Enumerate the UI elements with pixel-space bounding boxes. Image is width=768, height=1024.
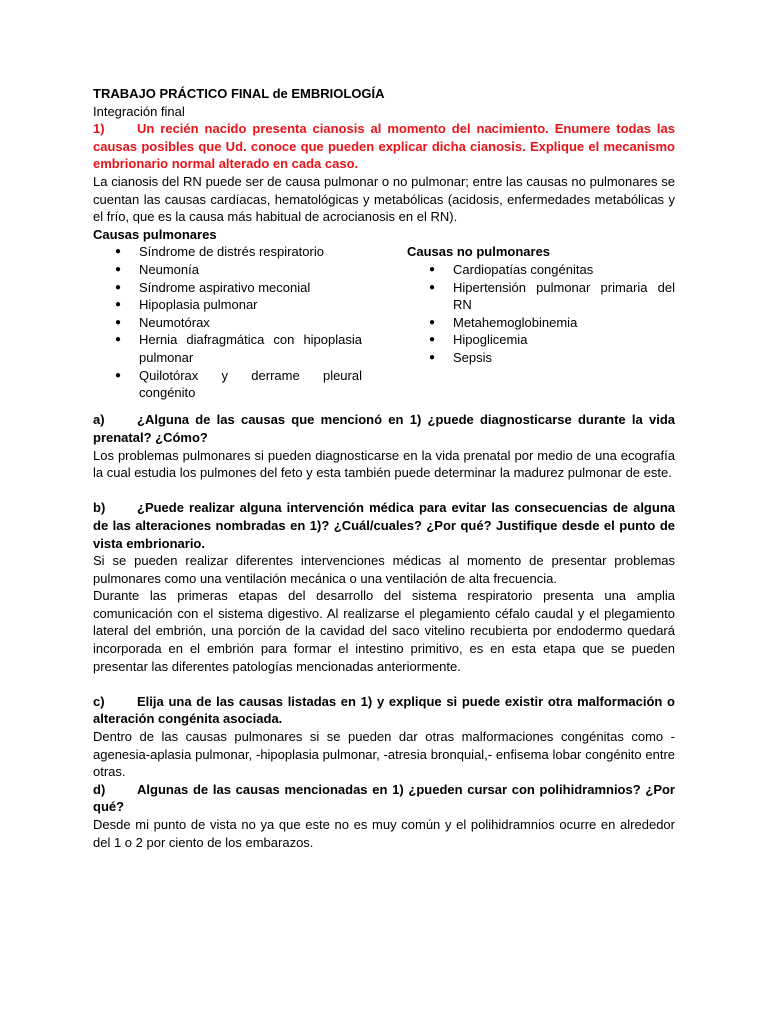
list-item: ● Neumotórax — [115, 314, 210, 330]
bullet-icon: ● — [429, 281, 436, 293]
pulmonary-causes — [93, 226, 362, 402]
question-d — [93, 781, 675, 816]
causes-columns — [93, 226, 675, 401]
list-item: ● Cardiopatías congénitas — [429, 261, 594, 277]
bullet-icon: ● — [115, 299, 122, 311]
question-a-number: a) — [93, 412, 105, 428]
bullet-icon: ● — [115, 281, 122, 293]
question-c-number: c) — [93, 693, 105, 709]
list-item: ● Hipoplasia pulmonar — [115, 297, 258, 313]
list-item: ● Síndrome aspirativo meconial — [115, 279, 311, 295]
document-subtitle: Integración final — [93, 103, 185, 119]
bullet-icon: ● — [115, 334, 122, 346]
question-b-text: ¿Puede realizar alguna intervención médica para evitar las consecuencias de alguna de las alteraciones nombradas en 1)? ¿Cuál/cuales? ¿Por qué? Justifique desde el punto de vista embrionario. — [93, 500, 675, 551]
spacer — [93, 482, 675, 500]
question-a-text: ¿Alguna de las causas que mencionó en 1) ¿puede diagnosticarse durante la vida prenatal? ¿Cómo? — [93, 412, 675, 445]
pulmonary-causes-heading: Causas pulmonares — [93, 226, 217, 242]
question-c-text: Elija una de las causas listadas en 1) y explique si puede existir otra malformación o alteración congénita asociada. — [93, 693, 675, 727]
bullet-icon: ● — [115, 246, 122, 258]
answer-b-2: Durante las primeras etapas del desarrollo del sistema respiratorio presenta una amplia comunicación con el sistema digestivo. Al realizarse el plegamiento céfalo caudal y el plegamiento lateral del embrión, una porción de la cavidad del saco vitelino recubierta por endodermo quedará incorporada en el embrión para formar el intestino primitivo, es en esta etapa que se pueden presentar las diferentes patologías mencionadas anteriormente. — [93, 588, 675, 674]
bullet-icon: ● — [429, 263, 436, 275]
document-body — [93, 85, 675, 851]
non-pulmonary-causes — [407, 243, 675, 366]
question-b — [93, 499, 675, 552]
spacer — [93, 675, 675, 693]
list-item: ● Sepsis — [429, 349, 493, 365]
question-1-text: Un recién nacido presenta cianosis al momento del nacimiento. Enumere todas las causas posibles que Ud. conoce que pueden explicar dicha cianosis. Explique el mecanismo embrionario normal alterado en cada caso. — [93, 121, 675, 172]
question-1 — [93, 120, 675, 173]
question-c — [93, 693, 675, 728]
bullet-icon: ● — [115, 263, 122, 275]
question-d-text: Algunas de las causas mencionadas en 1) ¿pueden cursar con polihidramnios? ¿Por qué? — [93, 781, 675, 815]
bullet-icon: ● — [429, 351, 436, 363]
question-d-number: d) — [93, 781, 106, 797]
list-item: ● Quilotórax y derrame pleural congénito — [115, 367, 362, 401]
list-item: ● Hernia diafragmática con hipoplasia pulmonar — [115, 332, 362, 365]
question-1-number: 1) — [93, 121, 105, 137]
pulmonary-causes-list — [93, 243, 362, 401]
bullet-icon: ● — [429, 316, 436, 328]
intro-paragraph: La cianosis del RN puede ser de causa pulmonar o no pulmonar; entre las causas no pulmonares se cuentan las causas cardíacas, hematológicas y metabólicas (acidosis, enfermedades metabólicas y el frío, que es la causa más habitual de acrocianosis en el RN). — [93, 173, 675, 225]
question-b-number: b) — [93, 500, 106, 516]
answer-d: Desde mi punto de vista no ya que este no es muy común y el polihidramnios ocurre en alrededor del 1 o 2 por ciento de los embarazos. — [93, 817, 675, 850]
answer-c: Dentro de las causas pulmonares si se pueden dar otras malformaciones congénitas como -agenesia-aplasia pulmonar, -hipoplasia pulmonar, -atresia bronquial,- enfisema lobar congénito entre otras. — [93, 729, 675, 780]
bullet-icon: ● — [115, 316, 122, 328]
list-item: ● Metahemoglobinemia — [429, 314, 578, 330]
document-title: TRABAJO PRÁCTICO FINAL de EMBRIOLOGÍA — [93, 86, 385, 101]
answer-a: Los problemas pulmonares si pueden diagnosticarse en la vida prenatal por medio de una ecografía la cual estudia los pulmones del feto y esta también puede determinar la madurez pulmonar de este. — [93, 447, 675, 481]
list-item: ● Hipertensión pulmonar primaria del RN — [429, 279, 675, 313]
non-pulmonary-causes-list — [407, 261, 675, 367]
list-item: ● Hipoglicemia — [429, 332, 528, 348]
list-item: ● Neumonía — [115, 261, 199, 277]
answer-b-1: Si se pueden realizar diferentes intervenciones médicas al momento de presentar problemas pulmonares como una ventilación mecánica o una ventilación de alta frecuencia. — [93, 553, 675, 586]
bullet-icon: ● — [115, 369, 122, 381]
bullet-icon: ● — [429, 334, 436, 346]
non-pulmonary-causes-heading: Causas no pulmonares — [407, 244, 551, 260]
list-item: ● Síndrome de distrés respiratorio — [115, 244, 324, 260]
question-a — [93, 411, 675, 446]
